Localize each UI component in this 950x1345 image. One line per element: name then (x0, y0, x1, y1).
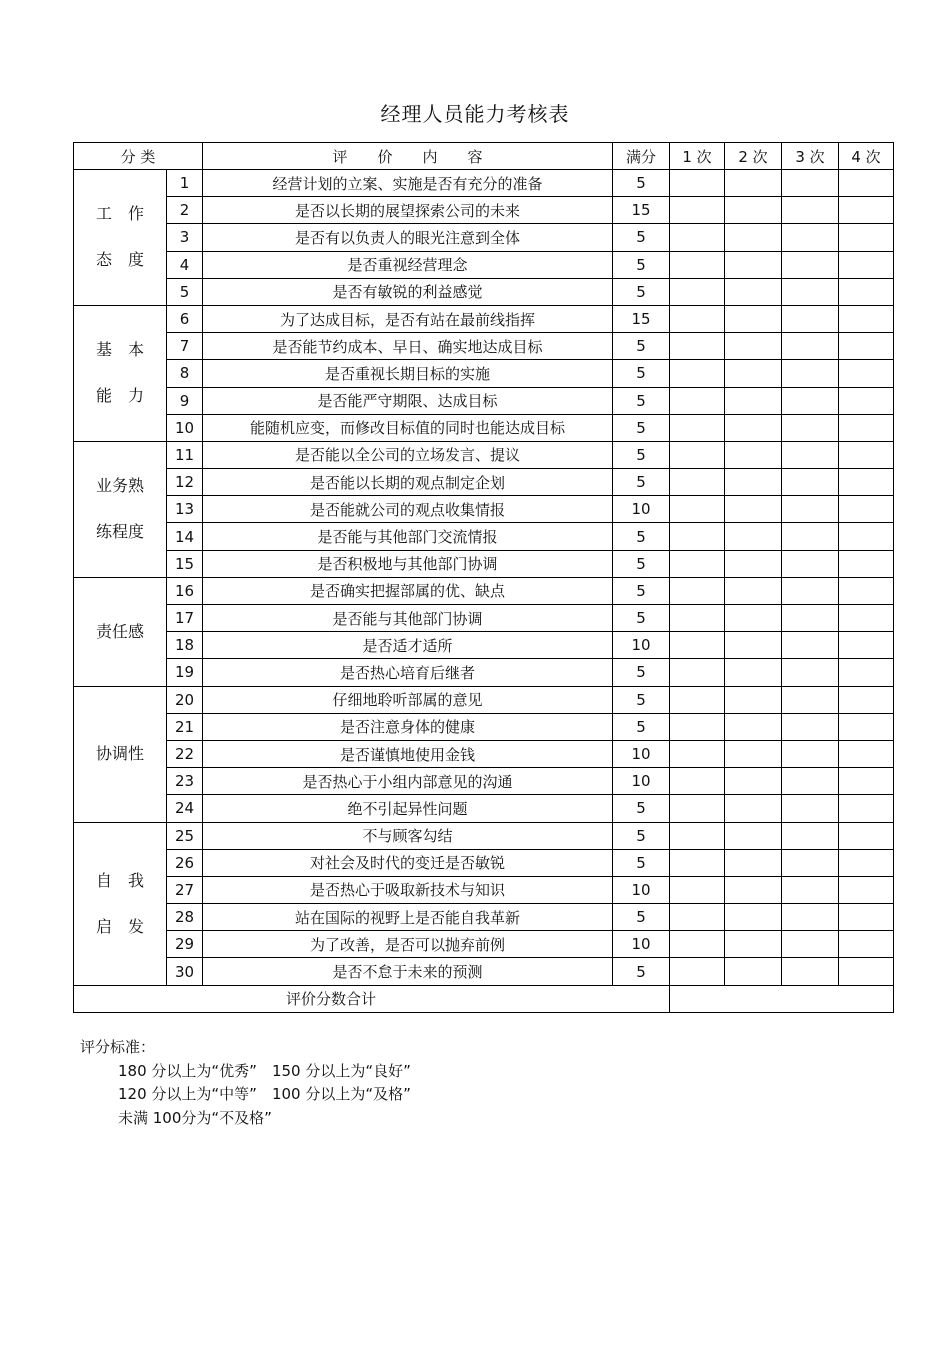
item-number: 18 (167, 632, 203, 659)
score-cell-round-3[interactable] (782, 713, 839, 740)
score-cell-round-3[interactable] (782, 822, 839, 849)
table-row (74, 577, 894, 604)
item-text: 为了达成目标，是否有站在最前线指挥 (203, 305, 613, 332)
item-number: 23 (167, 768, 203, 795)
score-cell-round-1[interactable] (670, 768, 725, 795)
item-text: 是否能以长期的观点制定企划 (203, 469, 613, 496)
table-row (74, 305, 894, 332)
item-number: 8 (167, 360, 203, 387)
item-full-score: 5 (613, 387, 670, 414)
item-number: 29 (167, 931, 203, 958)
item-text: 是否能节约成本、早日、确实地达成目标 (203, 333, 613, 360)
item-full-score: 5 (613, 170, 670, 197)
score-cell-round-4[interactable] (839, 713, 894, 740)
score-cell-round-1[interactable] (670, 170, 725, 197)
score-cell-round-4[interactable] (839, 849, 894, 876)
total-label: 评价分数合计 (74, 985, 670, 1012)
score-cell-round-3[interactable] (782, 469, 839, 496)
header-row (74, 143, 894, 170)
score-cell-round-3[interactable] (782, 605, 839, 632)
score-cell-round-1[interactable] (670, 876, 725, 903)
score-cell-round-2[interactable] (725, 632, 782, 659)
item-text: 是否不怠于未来的预测 (203, 958, 613, 985)
item-text: 是否能与其他部门交流情报 (203, 523, 613, 550)
score-cell-round-1[interactable] (670, 523, 725, 550)
item-full-score: 15 (613, 197, 670, 224)
item-number: 25 (167, 822, 203, 849)
score-cell-round-1[interactable] (670, 251, 725, 278)
item-full-score: 5 (613, 251, 670, 278)
score-cell-round-1[interactable] (670, 550, 725, 577)
item-number: 20 (167, 686, 203, 713)
category-label: 业务熟 练程度 (74, 441, 167, 577)
score-cell-round-2[interactable] (725, 849, 782, 876)
score-cell-round-3[interactable] (782, 904, 839, 931)
score-cell-round-2[interactable] (725, 795, 782, 822)
score-cell-round-2[interactable] (725, 333, 782, 360)
item-full-score: 5 (613, 686, 670, 713)
header-round-3: 3 次 (782, 143, 839, 170)
item-full-score: 5 (613, 577, 670, 604)
table-row (74, 414, 894, 441)
score-cell-round-2[interactable] (725, 387, 782, 414)
item-full-score: 5 (613, 360, 670, 387)
score-cell-round-2[interactable] (725, 605, 782, 632)
table-row (74, 904, 894, 931)
category-label: 工 作 态 度 (74, 170, 167, 306)
score-cell-round-4[interactable] (839, 197, 894, 224)
item-number: 24 (167, 795, 203, 822)
category-label: 协调性 (74, 686, 167, 822)
item-number: 27 (167, 876, 203, 903)
score-cell-round-1[interactable] (670, 224, 725, 251)
item-text: 不与顾客勾结 (203, 822, 613, 849)
table-row (74, 740, 894, 767)
table-row (74, 170, 894, 197)
item-full-score: 5 (613, 523, 670, 550)
item-full-score: 5 (613, 713, 670, 740)
score-cell-round-2[interactable] (725, 577, 782, 604)
item-number: 26 (167, 849, 203, 876)
item-full-score: 10 (613, 740, 670, 767)
item-text: 是否积极地与其他部门协调 (203, 550, 613, 577)
score-cell-round-4[interactable] (839, 414, 894, 441)
score-cell-round-2[interactable] (725, 686, 782, 713)
item-full-score: 10 (613, 876, 670, 903)
category-label: 自 我 启 发 (74, 822, 167, 985)
score-cell-round-3[interactable] (782, 441, 839, 468)
score-cell-round-4[interactable] (839, 469, 894, 496)
table-row (74, 360, 894, 387)
item-full-score: 5 (613, 441, 670, 468)
table-row (74, 441, 894, 468)
score-cell-round-3[interactable] (782, 496, 839, 523)
score-cell-round-1[interactable] (670, 822, 725, 849)
score-cell-round-4[interactable] (839, 496, 894, 523)
criteria-line-3: 未满 100分为“不及格” (118, 1108, 272, 1127)
score-cell-round-3[interactable] (782, 224, 839, 251)
table-row (74, 849, 894, 876)
score-cell-round-2[interactable] (725, 659, 782, 686)
score-cell-round-1[interactable] (670, 686, 725, 713)
assessment-table (73, 142, 894, 1013)
table-row (74, 632, 894, 659)
score-cell-round-4[interactable] (839, 876, 894, 903)
table-row (74, 224, 894, 251)
score-cell-round-1[interactable] (670, 469, 725, 496)
score-cell-round-3[interactable] (782, 278, 839, 305)
score-cell-round-3[interactable] (782, 251, 839, 278)
score-cell-round-3[interactable] (782, 768, 839, 795)
score-cell-round-4[interactable] (839, 577, 894, 604)
item-text: 是否重视长期目标的实施 (203, 360, 613, 387)
table-row (74, 686, 894, 713)
score-cell-round-2[interactable] (725, 523, 782, 550)
score-cell-round-3[interactable] (782, 414, 839, 441)
score-cell-round-3[interactable] (782, 170, 839, 197)
score-cell-round-4[interactable] (839, 659, 894, 686)
header-round-4: 4 次 (839, 143, 894, 170)
score-cell-round-2[interactable] (725, 251, 782, 278)
score-cell-round-3[interactable] (782, 333, 839, 360)
item-full-score: 5 (613, 605, 670, 632)
score-cell-round-2[interactable] (725, 170, 782, 197)
header-content: 评 价 内 容 (203, 143, 613, 170)
item-full-score: 10 (613, 931, 670, 958)
item-number: 9 (167, 387, 203, 414)
table-row (74, 795, 894, 822)
item-number: 10 (167, 414, 203, 441)
table-row (74, 387, 894, 414)
item-full-score: 10 (613, 496, 670, 523)
category-label: 责任感 (74, 577, 167, 686)
item-full-score: 5 (613, 469, 670, 496)
item-number: 14 (167, 523, 203, 550)
item-full-score: 10 (613, 768, 670, 795)
table-row (74, 550, 894, 577)
score-cell-round-2[interactable] (725, 360, 782, 387)
item-full-score: 5 (613, 904, 670, 931)
score-cell-round-2[interactable] (725, 713, 782, 740)
score-cell-round-1[interactable] (670, 795, 725, 822)
item-number: 7 (167, 333, 203, 360)
score-cell-round-4[interactable] (839, 686, 894, 713)
table-row (74, 251, 894, 278)
score-cell-round-4[interactable] (839, 441, 894, 468)
item-text: 能随机应变，而修改目标值的同时也能达成目标 (203, 414, 613, 441)
item-full-score: 5 (613, 795, 670, 822)
item-full-score: 5 (613, 224, 670, 251)
criteria-line-1: 180 分以上为“优秀” 150 分以上为“良好” (118, 1061, 411, 1080)
item-number: 15 (167, 550, 203, 577)
score-cell-round-4[interactable] (839, 795, 894, 822)
score-cell-round-4[interactable] (839, 822, 894, 849)
score-cell-round-3[interactable] (782, 958, 839, 985)
item-text: 是否适才适所 (203, 632, 613, 659)
score-cell-round-1[interactable] (670, 387, 725, 414)
score-cell-round-3[interactable] (782, 360, 839, 387)
item-number: 19 (167, 659, 203, 686)
score-cell-round-3[interactable] (782, 550, 839, 577)
score-cell-round-1[interactable] (670, 605, 725, 632)
score-cell-round-4[interactable] (839, 632, 894, 659)
score-cell-round-2[interactable] (725, 740, 782, 767)
item-number: 2 (167, 197, 203, 224)
score-cell-round-4[interactable] (839, 768, 894, 795)
total-score-cell[interactable] (670, 985, 894, 1012)
score-cell-round-1[interactable] (670, 931, 725, 958)
score-cell-round-4[interactable] (839, 958, 894, 985)
score-cell-round-1[interactable] (670, 414, 725, 441)
score-cell-round-4[interactable] (839, 278, 894, 305)
score-cell-round-4[interactable] (839, 523, 894, 550)
score-cell-round-1[interactable] (670, 197, 725, 224)
score-cell-round-3[interactable] (782, 197, 839, 224)
item-text: 对社会及时代的变迁是否敏锐 (203, 849, 613, 876)
item-full-score: 5 (613, 333, 670, 360)
item-text: 是否谨慎地使用金钱 (203, 740, 613, 767)
item-full-score: 10 (613, 632, 670, 659)
score-cell-round-2[interactable] (725, 876, 782, 903)
page-title: 经理人员能力考核表 (380, 102, 570, 126)
score-cell-round-3[interactable] (782, 632, 839, 659)
table-row (74, 822, 894, 849)
item-number: 12 (167, 469, 203, 496)
item-text: 绝不引起异性问题 (203, 795, 613, 822)
table-row (74, 876, 894, 903)
item-number: 13 (167, 496, 203, 523)
score-cell-round-1[interactable] (670, 360, 725, 387)
item-text: 是否能严守期限、达成目标 (203, 387, 613, 414)
score-cell-round-2[interactable] (725, 904, 782, 931)
item-text: 是否有敏锐的利益感觉 (203, 278, 613, 305)
item-full-score: 5 (613, 659, 670, 686)
score-cell-round-2[interactable] (725, 550, 782, 577)
score-cell-round-2[interactable] (725, 197, 782, 224)
table-row (74, 713, 894, 740)
score-cell-round-1[interactable] (670, 713, 725, 740)
score-cell-round-4[interactable] (839, 387, 894, 414)
header-category: 分 类 (74, 143, 203, 170)
item-number: 30 (167, 958, 203, 985)
score-cell-round-1[interactable] (670, 740, 725, 767)
score-cell-round-4[interactable] (839, 931, 894, 958)
item-full-score: 5 (613, 414, 670, 441)
score-cell-round-1[interactable] (670, 849, 725, 876)
table-row (74, 605, 894, 632)
item-number: 28 (167, 904, 203, 931)
score-cell-round-3[interactable] (782, 876, 839, 903)
score-cell-round-4[interactable] (839, 360, 894, 387)
score-cell-round-3[interactable] (782, 523, 839, 550)
criteria-heading: 评分标准： (80, 1038, 156, 1056)
item-text: 仔细地聆听部属的意见 (203, 686, 613, 713)
score-cell-round-3[interactable] (782, 686, 839, 713)
score-cell-round-1[interactable] (670, 632, 725, 659)
category-label: 基 本 能 力 (74, 305, 167, 441)
item-full-score: 5 (613, 550, 670, 577)
table-row (74, 768, 894, 795)
item-text: 是否以长期的展望探索公司的未来 (203, 197, 613, 224)
score-cell-round-2[interactable] (725, 414, 782, 441)
item-text: 是否确实把握部属的优、缺点 (203, 577, 613, 604)
score-cell-round-2[interactable] (725, 496, 782, 523)
table-row (74, 659, 894, 686)
item-number: 4 (167, 251, 203, 278)
score-cell-round-3[interactable] (782, 795, 839, 822)
header-round-1: 1 次 (670, 143, 725, 170)
score-cell-round-1[interactable] (670, 496, 725, 523)
score-cell-round-2[interactable] (725, 768, 782, 795)
item-text: 是否热心于吸取新技术与知识 (203, 876, 613, 903)
table-row (74, 469, 894, 496)
item-full-score: 5 (613, 278, 670, 305)
item-full-score: 5 (613, 849, 670, 876)
score-cell-round-3[interactable] (782, 387, 839, 414)
score-cell-round-1[interactable] (670, 278, 725, 305)
score-cell-round-3[interactable] (782, 740, 839, 767)
score-cell-round-1[interactable] (670, 577, 725, 604)
item-number: 5 (167, 278, 203, 305)
score-cell-round-4[interactable] (839, 224, 894, 251)
table-row (74, 333, 894, 360)
item-full-score: 5 (613, 958, 670, 985)
item-full-score: 15 (613, 305, 670, 332)
item-text: 是否注意身体的健康 (203, 713, 613, 740)
score-cell-round-1[interactable] (670, 958, 725, 985)
score-cell-round-2[interactable] (725, 469, 782, 496)
item-number: 1 (167, 170, 203, 197)
score-cell-round-2[interactable] (725, 822, 782, 849)
item-text: 经营计划的立案、实施是否有充分的准备 (203, 170, 613, 197)
item-number: 21 (167, 713, 203, 740)
score-cell-round-2[interactable] (725, 224, 782, 251)
score-cell-round-2[interactable] (725, 931, 782, 958)
header-full-score: 满分 (613, 143, 670, 170)
item-text: 是否热心培育后继者 (203, 659, 613, 686)
score-cell-round-2[interactable] (725, 305, 782, 332)
item-text: 是否能以全公司的立场发言、提议 (203, 441, 613, 468)
table-row (74, 278, 894, 305)
score-cell-round-4[interactable] (839, 305, 894, 332)
score-cell-round-4[interactable] (839, 333, 894, 360)
score-cell-round-4[interactable] (839, 251, 894, 278)
item-text: 是否能就公司的观点收集情报 (203, 496, 613, 523)
table-row (74, 523, 894, 550)
item-number: 22 (167, 740, 203, 767)
score-cell-round-2[interactable] (725, 441, 782, 468)
score-cell-round-4[interactable] (839, 170, 894, 197)
item-text: 是否有以负责人的眼光注意到全体 (203, 224, 613, 251)
item-number: 6 (167, 305, 203, 332)
item-number: 3 (167, 224, 203, 251)
score-cell-round-4[interactable] (839, 740, 894, 767)
score-cell-round-1[interactable] (670, 305, 725, 332)
table-row (74, 496, 894, 523)
score-cell-round-1[interactable] (670, 659, 725, 686)
table-row (74, 958, 894, 985)
item-text: 站在国际的视野上是否能自我革新 (203, 904, 613, 931)
item-text: 是否重视经营理念 (203, 251, 613, 278)
item-text: 是否能与其他部门协调 (203, 605, 613, 632)
score-cell-round-4[interactable] (839, 904, 894, 931)
score-cell-round-3[interactable] (782, 931, 839, 958)
score-cell-round-1[interactable] (670, 441, 725, 468)
score-cell-round-1[interactable] (670, 904, 725, 931)
item-number: 16 (167, 577, 203, 604)
item-full-score: 5 (613, 822, 670, 849)
score-cell-round-3[interactable] (782, 305, 839, 332)
score-cell-round-1[interactable] (670, 333, 725, 360)
header-round-2: 2 次 (725, 143, 782, 170)
item-text: 为了改善，是否可以抛弃前例 (203, 931, 613, 958)
score-cell-round-3[interactable] (782, 849, 839, 876)
criteria-line-2: 120 分以上为“中等” 100 分以上为“及格” (118, 1085, 411, 1103)
item-text: 是否热心于小组内部意见的沟通 (203, 768, 613, 795)
score-cell-round-3[interactable] (782, 577, 839, 604)
score-cell-round-2[interactable] (725, 278, 782, 305)
item-number: 11 (167, 441, 203, 468)
total-row (74, 985, 894, 1012)
table-row (74, 931, 894, 958)
item-number: 17 (167, 605, 203, 632)
scoring-criteria (80, 1036, 411, 1130)
score-cell-round-4[interactable] (839, 605, 894, 632)
score-cell-round-3[interactable] (782, 659, 839, 686)
table-row (74, 197, 894, 224)
score-cell-round-2[interactable] (725, 958, 782, 985)
score-cell-round-4[interactable] (839, 550, 894, 577)
